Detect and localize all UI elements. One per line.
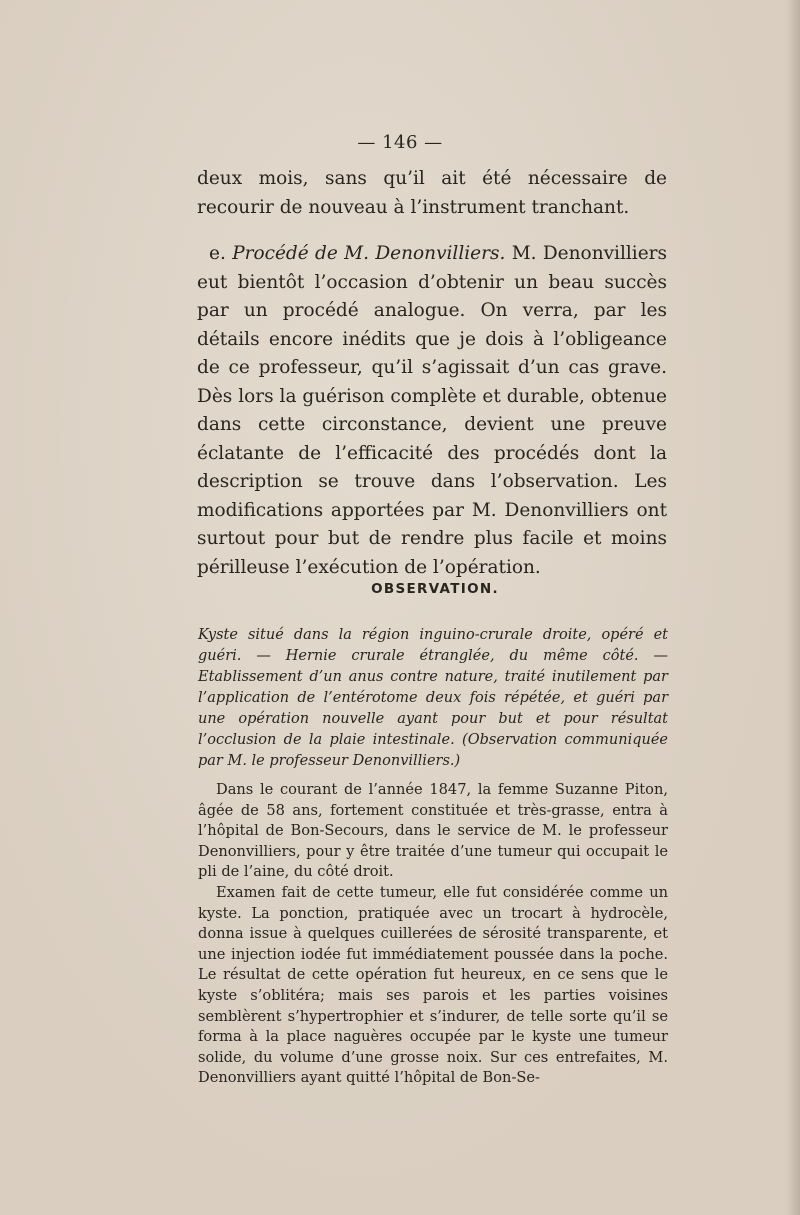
paragraph-continuation <box>197 165 667 222</box>
section-label: e. <box>209 243 226 264</box>
observation-body <box>198 780 668 1089</box>
page-edge-shadow <box>786 0 800 1215</box>
section-body: M. Denonvilliers eut bientôt l’occasion d’obtenir un beau succès par un procédé analogue. On verra, par les détails encore inédits que je dois à l’obligeance de ce professeur, qu’il s’agissait d’un cas grave. Dès lors la guérison complète et durable, obtenue dans cette circonstance, devient une preuve éclatante de l’efficacité des procédés dont la description se trouve dans l’observation. Les modifications apportées par M. Denonvilliers ont surtout pour but de rendre plus facile et moins périlleuse l’exécution de l’opération. <box>197 243 668 578</box>
section-heading: Procédé de M. Denonvilliers. <box>232 243 506 264</box>
paragraph-text <box>197 240 667 582</box>
paragraph-procede <box>197 240 667 582</box>
observation-title: OBSERVATION. <box>371 581 499 597</box>
page-number: — 146 — <box>357 132 443 153</box>
paragraph-text: deux mois, sans qu’il ait été nécessaire de recourir de nouveau à l’instrument tranchant. <box>197 168 667 218</box>
observation-paragraph: Dans le courant de l’année 1847, la femme Suzanne Piton, âgée de 58 ans, fortement constituée et très-grasse, entra à l’hôpital de Bon-Secours, dans le service de M. le professeur Denonvilliers, pour y être traitée d’une tumeur qui occupait le pli de l’aine, du côté droit. <box>198 781 668 881</box>
observation-paragraph: Examen fait de cette tumeur, elle fut considérée comme un kyste. La ponction, pratiquée avec un trocart à hydrocèle, donna issue à quelques cuillerées de sérosité transparente, et une injection iodée fut immédiatement poussée dans la poche. Le résultat de cette opération fut heureux, en ce sens que le kyste s’oblitéra; mais ses parois et les parties voisines semblèrent s’hypertrophier et s’indurer, de telle sorte qu’il se forma à la place naguères occupée par le kyste une tumeur solide, du volume d’une grosse noix. Sur ces entrefaites, M. Denonvilliers ayant quitté l’hôpital de Bon-Se- <box>198 883 668 1087</box>
observation-summary: Kyste situé dans la région inguino-crurale droite, opéré et guéri. — Hernie crurale étranglée, du même côté. — Etablissement d’un anus contre nature, traité inutilement par l’application de l’entérotome deux fois répétée, et guéri par une opération nouvelle ayant pour but et pour résultat l’occlusion de la plaie intestinale. (Observation communiquée par M. le professeur Denonvilliers.) <box>198 627 668 769</box>
